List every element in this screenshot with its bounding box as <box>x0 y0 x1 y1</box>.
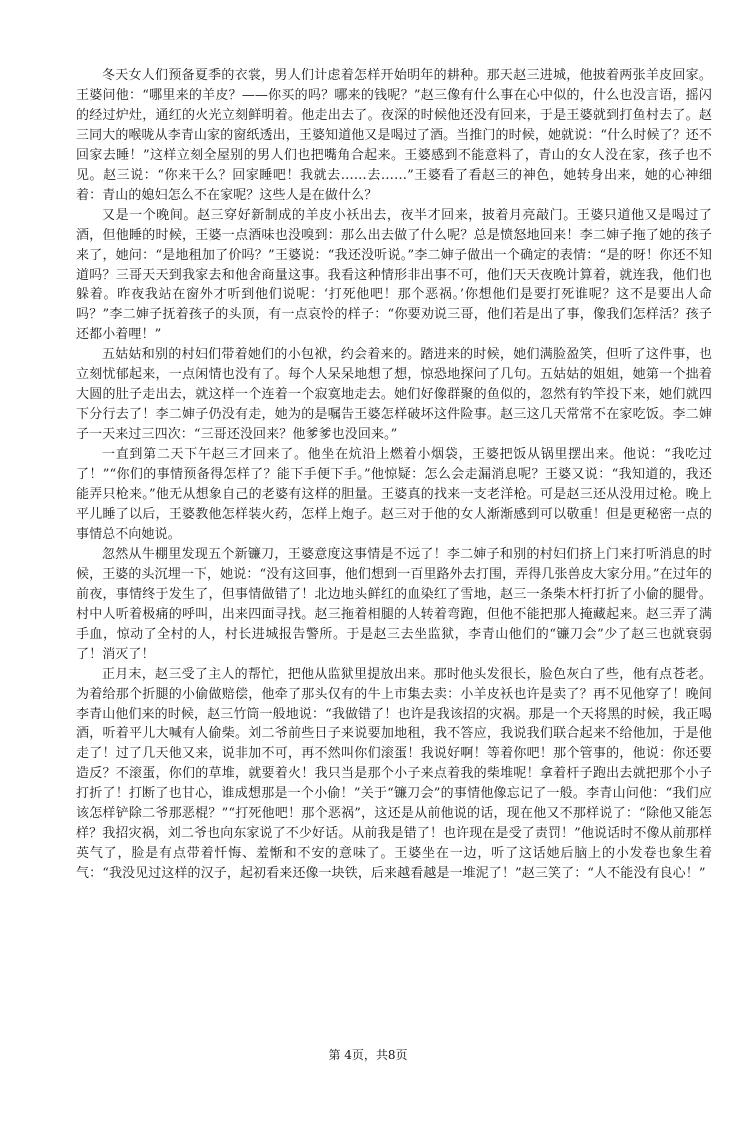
paragraph-4: 一直到第二天下午赵三才回来了。他坐在炕沿上燃着小烟袋，王婆把饭从锅里摆出来。他说：“我吃过了！”“你们的事情预备得怎样了？能下手便下手。”他惊疑：怎么会走漏消息呢？王婆又说：“我知道的，我还能弄只枪来。”他无从想象自己的老婆有这样的胆量。王婆真的找来一支老洋枪。可是赵三还从没用过枪。晚上平儿睡了以后，王婆教他怎样装火药，怎样上炮子。赵三对于他的女人渐渐感到可以敬重！但是更秘密一点的事情总不向她说。 <box>76 447 712 542</box>
article-body <box>76 66 712 884</box>
paragraph-2: 又是一个晚间。赵三穿好新制成的羊皮小袄出去，夜半才回来，披着月亮敲门。王婆只道他又是喝过了酒，但他睡的时候，王婆一点酒味也没嗅到：那么出去做了什么呢？总是愤怒地回来！李二婶子拖了她的孩子来了，她问：“是地租加了价吗？”王婆说：“我还没听说。”李二婶子做出一个确定的表情：“是的呀！你还不知道吗？三哥天天到我家去和他舍商量这事。我看这种情形非出事不可，他们天天夜晚计算着，就连我，他们也躲着。昨夜我站在窗外才听到他们说呢：‘打死他吧！那个恶祸。’你想他们是要打死谁呢？这不是要出人命吗？”李二婶子抚着孩子的头顶，有一点哀怜的样子：“你要劝说三哥，他们若是出了事，像我们怎样活？孩子还都小着哩！” <box>76 207 712 343</box>
paragraph-6: 正月末，赵三受了主人的帮忙，把他从监狱里提放出来。那时他头发很长，脸色灰白了些，他有点苍老。为着给那个折腿的小偷做赔偿，他牵了那头仅有的牛上市集去卖：小羊皮袄也许是卖了？再不见他穿了！晚间李青山他们来的时候，赵三竹筒一般地说：“我做错了！也许是我该招的灾祸。那是一个天将黑的时候，我正喝酒，听着平儿大喊有人偷柴。刘二爷前些日子来说要加地租，我不答应，我说我们联合起来不给他加，于是他走了！过了几天他又来，说非加不可，再不然叫你们滚蛋！我说好啊！等着你吧！那个管事的，他说：你还要造反？不滚蛋，你们的草堆，就要着火！我只当是那个小子来点着我的柴堆呢！拿着杆子跑出去就把那个小子打折了！打断了也甘心，谁成想那是一个小偷！”关于“镰刀会”的事情他像忘记了一般。李青山问他：“我们应该怎样铲除二爷那恶棍？”“打死他吧！那个恶祸”，这还是从前他说的话，现在他又不那样说了：“除他又能怎样？我招灾祸，刘二爷也向东家说了不少好话。从前我是错了！也许现在是受了责罚！”他说话时不像从前那样英气了，脸是有点带着忏悔、羞惭和不安的意味了。王婆坐在一边，听了这话她后脑上的小发卷也象生着气：“我没见过这样的汉子，起初看来还像一块铁，后来越看越是一堆泥了！”赵三笑了：“人不能没有良心！” <box>76 666 712 882</box>
page-number-footer: 第 4页，共8页 <box>328 1048 408 1062</box>
paragraph-1: 冬天女人们预备夏季的衣裳，男人们计虑着怎样开始明年的耕种。那天赵三进城，他披着两张羊皮回家。王婆问他：“哪里来的羊皮？——你买的吗？哪来的钱呢？”赵三像有什么事在心中似的，什么也没言语，摇闪的经过炉灶，通红的火光立刻鲜明着。他走出去了。夜深的时候他还没有回来，于是王婆就到打鱼村去了。赵三同大的喉咙从李青山家的窗纸透出，王婆知道他又是喝过了酒。当推门的时候，她就说：“什么时候了？还不回家去睡！”这样立刻全屋别的男人们也把嘴角合起来。王婆感到不能意料了，青山的女人没在家，孩子也不见。赵三说：“你来干么？回家睡吧！我就去……去……”王婆看了看赵三的神色，她转身出来，她的心神细着：青山的媳妇怎么不在家呢？这些人是在做什么？ <box>76 68 712 203</box>
paragraph-5: 忽然从牛棚里发现五个新镰刀，王婆意度这事情是不远了！李二婶子和别的村妇们挤上门来打听消息的时候，王婆的头沉埋一下，她说：“没有这回事，他们想到一百里路外去打围，弄得几张兽皮大家分用。”在过年的前夜，事情终于发生了，但事情做错了！北边地头鲜红的血染红了雪地，赵三一条柴木杆打折了小偷的腿骨。村中人听着极痛的呼叫，出来四面寻找。赵三拖着相腿的人转着弯跑，但他不能把那人掩藏起来。赵三弄了满手血，惊动了全村的人，村长进城报告警所。于是赵三去坐监狱，李青山他们的“镰刀会”少了赵三也就衰弱了！消灭了！ <box>76 546 712 662</box>
paragraph-3: 五姑姑和别的村妇们带着她们的小包袱，约会着来的。踏进来的时候，她们满脸盈笑，但听了这件事，也立刻忧郁起来，一点闲情也没有了。每个人呆呆地想了想，惊恐地探问了几句。五姑姑的姐姐，她第一个拙着大圆的肚子走出去，就这样一个连着一个寂寞地走去。她们好像群聚的鱼似的，忽然有钓竿投下来，她们就四下分行去了！李二婶子仍没有走，她为的是嘱告王婆怎样破坏这件险事。赵三这几天常常不在家吃饭。李二婶子一天来过三四次：“三哥还没回来？他爹爹也没回来。” <box>76 347 712 443</box>
